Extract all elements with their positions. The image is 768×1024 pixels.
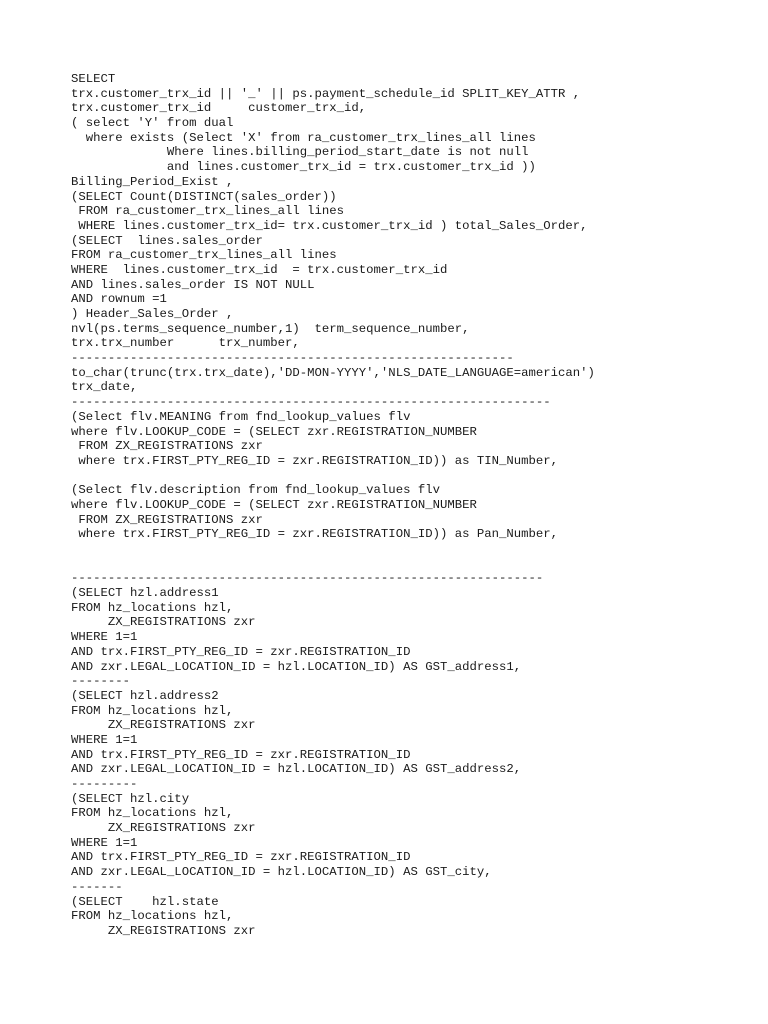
code-line — [71, 469, 595, 484]
code-line: where flv.LOOKUP_CODE = (SELECT zxr.REGISTRATION_NUMBER — [71, 424, 477, 439]
code-line: trx_date, — [71, 380, 138, 395]
code-line: and lines.customer_trx_id = trx.customer_trx_id )) — [71, 160, 536, 175]
code-line: ZX_REGISTRATIONS zxr — [71, 821, 256, 836]
code-line: AND zxr.LEGAL_LOCATION_ID = hzl.LOCATION_ID) AS GST_city, — [71, 865, 492, 880]
code-line: where flv.LOOKUP_CODE = (SELECT zxr.REGISTRATION_NUMBER — [71, 497, 477, 512]
code-line: FROM hz_locations hzl, — [71, 600, 234, 615]
code-line: FROM hz_locations hzl, — [71, 909, 234, 924]
code-line: --------- — [71, 777, 138, 791]
code-line: ZX_REGISTRATIONS zxr — [71, 615, 256, 630]
code-line: WHERE lines.customer_trx_id = trx.customer_trx_id — [71, 262, 448, 277]
code-line: FROM ZX_REGISTRATIONS zxr — [71, 512, 263, 527]
code-line: WHERE lines.customer_trx_id= trx.customer_trx_id ) total_Sales_Order, — [71, 218, 588, 233]
code-line: (SELECT hzl.city — [71, 791, 190, 806]
code-line: FROM ZX_REGISTRATIONS zxr — [71, 439, 263, 454]
code-line: AND zxr.LEGAL_LOCATION_ID = hzl.LOCATION_ID) AS GST_address2, — [71, 762, 522, 777]
code-line: where trx.FIRST_PTY_REG_ID = zxr.REGISTRATION_ID)) as TIN_Number, — [71, 453, 559, 468]
code-line: WHERE 1=1 — [71, 732, 138, 747]
code-line: ---------------------------------------------------------------- — [71, 571, 544, 586]
code-line: FROM ra_customer_trx_lines_all lines — [71, 248, 337, 263]
code-line: ) Header_Sales_Order , — [71, 307, 234, 321]
code-line: FROM ra_customer_trx_lines_all lines — [71, 204, 345, 219]
code-line: Billing_Period_Exist , — [71, 174, 234, 189]
code-line: (SELECT hzl.address2 — [71, 688, 219, 703]
code-line: SELECT — [71, 72, 116, 86]
code-line — [71, 542, 595, 557]
code-line: (SELECT hzl.state — [71, 894, 219, 909]
code-line: ------------------------------------------------------------ — [71, 351, 514, 366]
code-line: nvl(ps.terms_sequence_number,1) term_sequence_number, — [71, 321, 470, 336]
code-line: (Select flv.description from fnd_lookup_values flv — [71, 483, 440, 498]
code-line: trx.customer_trx_id customer_trx_id, — [71, 101, 367, 116]
code-line: where trx.FIRST_PTY_REG_ID = zxr.REGISTRATION_ID)) as Pan_Number, — [71, 527, 559, 542]
code-line: Where lines.billing_period_start_date is not null — [71, 145, 529, 160]
code-line: FROM hz_locations hzl, — [71, 806, 234, 821]
code-line: where exists (Select 'X' from ra_customer_trx_lines_all lines — [71, 130, 536, 145]
code-line: ----------------------------------------------------------------- — [71, 395, 551, 410]
code-line: AND rownum =1 — [71, 292, 167, 307]
code-line: ( select 'Y' from dual — [71, 116, 234, 131]
code-line: (SELECT lines.sales_order — [71, 233, 263, 248]
code-line: ZX_REGISTRATIONS zxr — [71, 923, 256, 938]
code-line: ------- — [71, 879, 123, 894]
code-line: WHERE 1=1 — [71, 630, 138, 645]
code-line: (SELECT hzl.address1 — [71, 586, 219, 601]
code-line: (SELECT Count(DISTINCT(sales_order)) — [71, 189, 337, 204]
code-line: AND lines.sales_order IS NOT NULL — [71, 277, 315, 292]
code-line: to_char(trunc(trx.trx_date),'DD-MON-YYYY','NLS_DATE_LANGUAGE=american') — [71, 365, 595, 380]
code-line: trx.customer_trx_id || '_' || ps.payment_schedule_id SPLIT_KEY_ATTR , — [71, 86, 581, 101]
code-line: WHERE 1=1 — [71, 835, 138, 850]
code-line: AND zxr.LEGAL_LOCATION_ID = hzl.LOCATION_ID) AS GST_address1, — [71, 659, 522, 674]
code-line: AND trx.FIRST_PTY_REG_ID = zxr.REGISTRATION_ID — [71, 747, 411, 762]
code-line — [71, 557, 595, 572]
code-line: AND trx.FIRST_PTY_REG_ID = zxr.REGISTRATION_ID — [71, 644, 411, 659]
code-line: ZX_REGISTRATIONS zxr — [71, 718, 256, 733]
code-line: AND trx.FIRST_PTY_REG_ID = zxr.REGISTRATION_ID — [71, 850, 411, 865]
code-line: (Select flv.MEANING from fnd_lookup_values flv — [71, 409, 411, 424]
code-line: trx.trx_number trx_number, — [71, 336, 300, 351]
code-line: -------- — [71, 674, 131, 689]
sql-code-block — [71, 72, 595, 939]
code-line: FROM hz_locations hzl, — [71, 703, 234, 718]
